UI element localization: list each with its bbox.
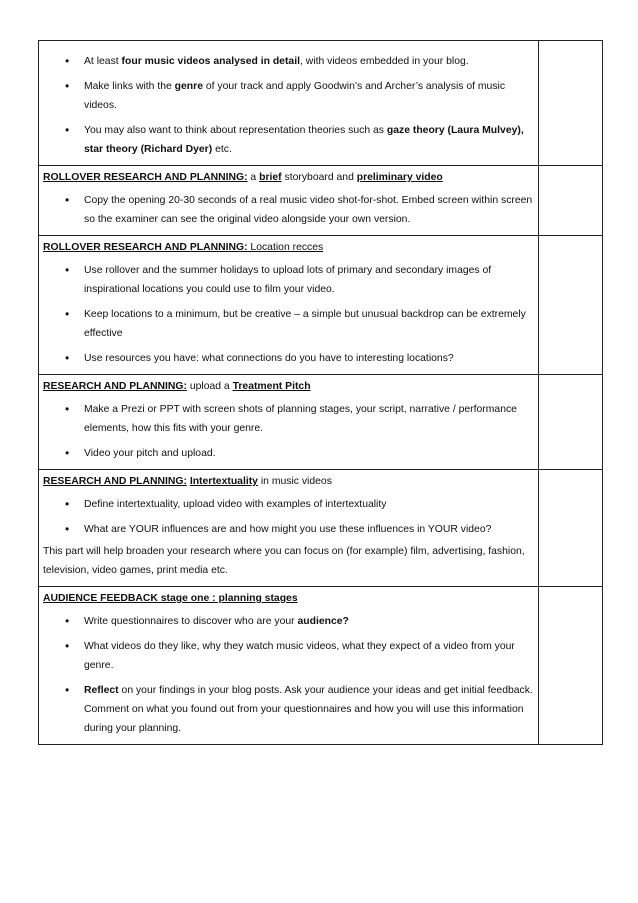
text-run: of your track and apply Goodwin’s and Archer’s analysis of music videos. — [84, 81, 506, 111]
table-row — [39, 236, 603, 375]
text-run: Make a Prezi or PPT with screen shots of planning stages, your script, narrative / performance elements, how this fits with your genre. — [84, 404, 517, 434]
list-item — [43, 52, 534, 71]
task-cell — [39, 41, 539, 166]
text-run: AUDIENCE FEEDBACK stage one : planning stages — [43, 593, 298, 604]
table-row — [39, 41, 603, 166]
bullet-list — [43, 52, 534, 159]
bullet-list — [43, 261, 534, 368]
list-item — [43, 77, 534, 115]
bullet-list — [43, 495, 534, 539]
text-run: Define intertextuality, upload video with examples of intertextuality — [84, 499, 387, 510]
bullet-list — [43, 400, 534, 463]
bullet-list — [43, 191, 534, 229]
text-run: Copy the opening 20-30 seconds of a real music video shot-for-shot. Embed screen within screen so the examiner can see the original video alongside your own version. — [84, 195, 533, 225]
section-heading — [43, 171, 534, 185]
list-item — [43, 349, 534, 368]
text-run: genre — [174, 81, 203, 92]
text-run: At least — [84, 56, 122, 67]
list-item — [43, 681, 534, 738]
bullet-list — [43, 612, 534, 738]
text-run: in music videos — [257, 476, 332, 487]
text-run: Use resources you have: what connections do you have to interesting locations? — [84, 353, 454, 364]
task-cell — [39, 166, 539, 236]
text-run: etc. — [212, 144, 232, 155]
text-run: Reflect — [84, 685, 119, 696]
text-run: four music videos analysed in detail — [121, 56, 300, 67]
checkbox-cell[interactable] — [539, 375, 603, 470]
text-run: , with videos embedded in your blog. — [299, 56, 469, 67]
section-heading — [43, 241, 534, 255]
text-run: ROLLOVER RESEARCH AND PLANNING: — [43, 242, 248, 253]
text-run: ROLLOVER RESEARCH AND PLANNING: — [43, 172, 248, 183]
table-row — [39, 587, 603, 745]
list-item — [43, 191, 534, 229]
list-item — [43, 121, 534, 159]
text-run: You may also want to think about representation theories such as — [84, 125, 387, 136]
text-run: audience? — [297, 616, 349, 627]
list-item — [43, 495, 534, 514]
section-note: This part will help broaden your research where you can focus on (for example) film, advertising, fashion, television, video games, print media etc. — [43, 546, 525, 576]
text-run: gaze theory (Laura Mulvey), star theory (Richard Dyer) — [84, 125, 524, 155]
checkbox-cell[interactable] — [539, 236, 603, 375]
text-run: Make links with the — [84, 81, 175, 92]
section-heading — [43, 592, 534, 606]
checkbox-cell[interactable] — [539, 470, 603, 587]
text-run: Video your pitch and upload. — [84, 448, 216, 459]
text-run: RESEARCH AND PLANNING: — [43, 476, 187, 487]
text-run: Treatment Pitch — [232, 381, 311, 392]
list-item — [43, 400, 534, 438]
task-cell — [39, 470, 539, 587]
list-item — [43, 612, 534, 631]
text-run: a — [247, 172, 260, 183]
table-row — [39, 375, 603, 470]
text-run: What are YOUR influences are and how might you use these influences in YOUR video? — [84, 524, 492, 535]
checklist-table — [38, 40, 603, 745]
checkbox-cell[interactable] — [539, 166, 603, 236]
text-run: Location recces — [247, 242, 324, 253]
task-cell — [39, 236, 539, 375]
text-run: RESEARCH AND PLANNING: — [43, 381, 187, 392]
list-item — [43, 520, 534, 539]
text-run: upload a — [186, 381, 233, 392]
text-run: brief — [259, 172, 282, 183]
task-cell — [39, 375, 539, 470]
section-heading — [43, 380, 534, 394]
table-row — [39, 470, 603, 587]
text-run: Use rollover and the summer holidays to upload lots of primary and secondary images of inspirational locations you could use to film your video. — [84, 265, 492, 295]
task-cell — [39, 587, 539, 745]
table-row — [39, 166, 603, 236]
list-item — [43, 444, 534, 463]
text-run: Intertextuality — [189, 476, 258, 487]
list-item — [43, 637, 534, 675]
section-heading — [43, 475, 534, 489]
text-run: What videos do they like, why they watch music videos, what they expect of a video from your genre. — [84, 641, 515, 671]
text-run: on your findings in your blog posts. Ask your audience your ideas and get initial feedback. Comment on what you found out from your questionnaires and how you will use this information during your planning. — [84, 685, 533, 734]
checkbox-cell[interactable] — [539, 587, 603, 745]
list-item — [43, 261, 534, 299]
checkbox-cell[interactable] — [539, 41, 603, 166]
text-run: storyboard and — [281, 172, 357, 183]
list-item — [43, 305, 534, 343]
text-run: preliminary video — [356, 172, 443, 183]
text-run: Keep locations to a minimum, but be creative – a simple but unusual backdrop can be extremely effective — [84, 309, 526, 339]
text-run: Write questionnaires to discover who are your — [84, 616, 298, 627]
